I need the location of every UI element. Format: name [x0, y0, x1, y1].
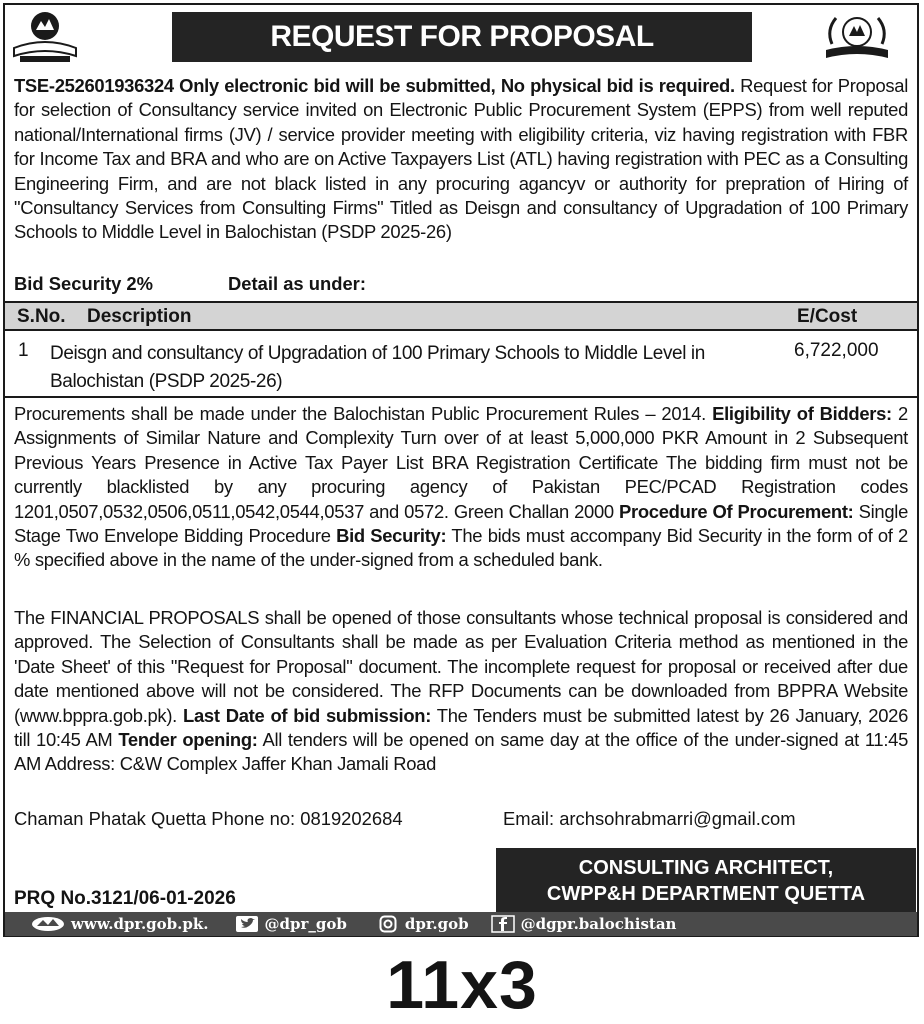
bid-security-line — [14, 273, 366, 295]
row-description: Deisgn and consultancy of Upgradation of 100 Primary Schools to Middle Level in Balochistan (PSDP 2025-26) — [50, 343, 705, 392]
intro-text: Request for Proposal for selection of Consultancy service invited on Electronic Public Procurement System (EPPS) from well reputed national/International firms (JV) / service provider meeting with eligibility criteria, viz having registration with FBR for Income Tax and BRA and who are on Active Taxpayers List (ATL) having registration with PEC as a Consulting Engineering Firm, and are not black listed in any procuring agancyv or authority for prepration of Hiring of "Consultancy Services from Consulting Firms" Titled as Deisgn and consultancy of Upgradation of 100 Primary Schools to Middle Level in Balochistan (PSDP 2025-26) — [14, 75, 908, 243]
table-bottom-rule — [5, 396, 917, 398]
p3-text-3: All tenders will be opened on same day at the office of the under-signed at 11:45 AM Address: C&W Complex Jaffer Khan Jamali Road — [14, 729, 908, 775]
financial-paragraph — [14, 606, 908, 777]
facebook-icon — [491, 915, 515, 933]
intro-paragraph — [14, 74, 908, 245]
footer-instagram[interactable] — [379, 915, 469, 933]
p3-text-2: The Tenders must be submitted latest by 26 January, 2026 till 10:45 AM — [14, 704, 908, 751]
contact-email: Email: archsohrabmarri@gmail.com — [503, 808, 796, 829]
detail-label: Detail as under: — [228, 273, 366, 294]
instagram-handle[interactable]: dpr.gob — [404, 915, 469, 933]
facebook-handle[interactable]: @dgpr.balochistan — [520, 915, 677, 933]
tender-reference: TSE-252601936324 Only electronic bid will be submitted, No physical bid is required. — [14, 75, 735, 96]
twitter-icon — [236, 916, 258, 932]
signature-line-2: CWPP&H DEPARTMENT QUETTA — [546, 883, 866, 905]
dpr-logo-icon — [31, 916, 65, 932]
p2-text-1: Procurements shall be made under the Balochistan Public Procurement Rules – 2014. — [14, 403, 713, 424]
tender-opening-heading: Tender opening: — [118, 729, 258, 751]
page-title: REQUEST FOR PROPOSAL — [172, 12, 752, 62]
instagram-icon — [379, 915, 397, 933]
footer-twitter[interactable] — [236, 915, 346, 933]
p3-text-1: The FINANCIAL PROPOSALS shall be opened of those consultants whose technical proposal is considered and approved. The Selection of Consultants shall be made as per Evaluation Criteria method as mentioned in the 'Date Sheet' of this "Request for Proposal" document. The incomplete request for proposal or received after due date mentioned above will not be considered. The RFP Documents can be downloaded from BPPRA Website (www.bppra.gob.pk). — [14, 607, 908, 726]
prq-number: PRQ No.3121/06-01-2026 — [14, 888, 236, 909]
row-cost: 6,722,000 — [794, 340, 879, 361]
last-date-heading: Last Date of bid submission: — [183, 704, 432, 726]
table-header — [5, 301, 917, 331]
twitter-handle[interactable]: @dpr_gob — [264, 915, 347, 933]
bid-security-heading: Bid Security: — [336, 525, 447, 547]
header-cost: E/Cost — [797, 306, 858, 327]
footer-website[interactable] — [31, 915, 208, 933]
header-description: Description — [87, 306, 192, 327]
website-link[interactable]: www.dpr.gob.pk. — [71, 915, 209, 933]
footer-bar — [5, 912, 917, 936]
address-phone: Chaman Phatak Quetta Phone no: 0819202684 — [14, 808, 403, 829]
bid-security-label: Bid Security 2% — [14, 273, 153, 294]
p2-text-2: 2 Assignments of Similar Nature and Complexity Turn over of at least 5,000,000 PKR Amount in 2 Subsequent Previous Years Presence in Active Tax Payer List BRA Registration Certificate The bidding firm must not be currently blacklisted by any procuring agency of Pakistan PEC/PCAD Registration codes 1201,0507,0532,0506,0511,0542,0544,0537 and 0572. Green Challan 2000 — [14, 403, 908, 522]
balochistan-emblem-icon — [10, 8, 80, 66]
footer-facebook[interactable] — [491, 915, 677, 933]
cwpph-department-logo-icon — [822, 8, 892, 66]
row-sno: 1 — [18, 340, 29, 361]
ad-size-label: 11x3 — [386, 947, 538, 1023]
eligibility-paragraph — [14, 402, 908, 573]
signature-block — [496, 848, 916, 914]
p2-text-4: The bids must accompany Bid Security in the form of of 2 % specified above in the name of the under-signed from a scheduled bank. — [14, 525, 908, 571]
header-sno: S.No. — [17, 306, 66, 327]
eligibility-heading: Eligibility of Bidders: — [712, 403, 892, 424]
procedure-heading: Procedure Of Procurement: — [619, 500, 854, 522]
signature-line-1: CONSULTING ARCHITECT, — [578, 857, 834, 879]
p2-text-3: Single Stage Two Envelope Bidding Procedure — [14, 500, 908, 547]
